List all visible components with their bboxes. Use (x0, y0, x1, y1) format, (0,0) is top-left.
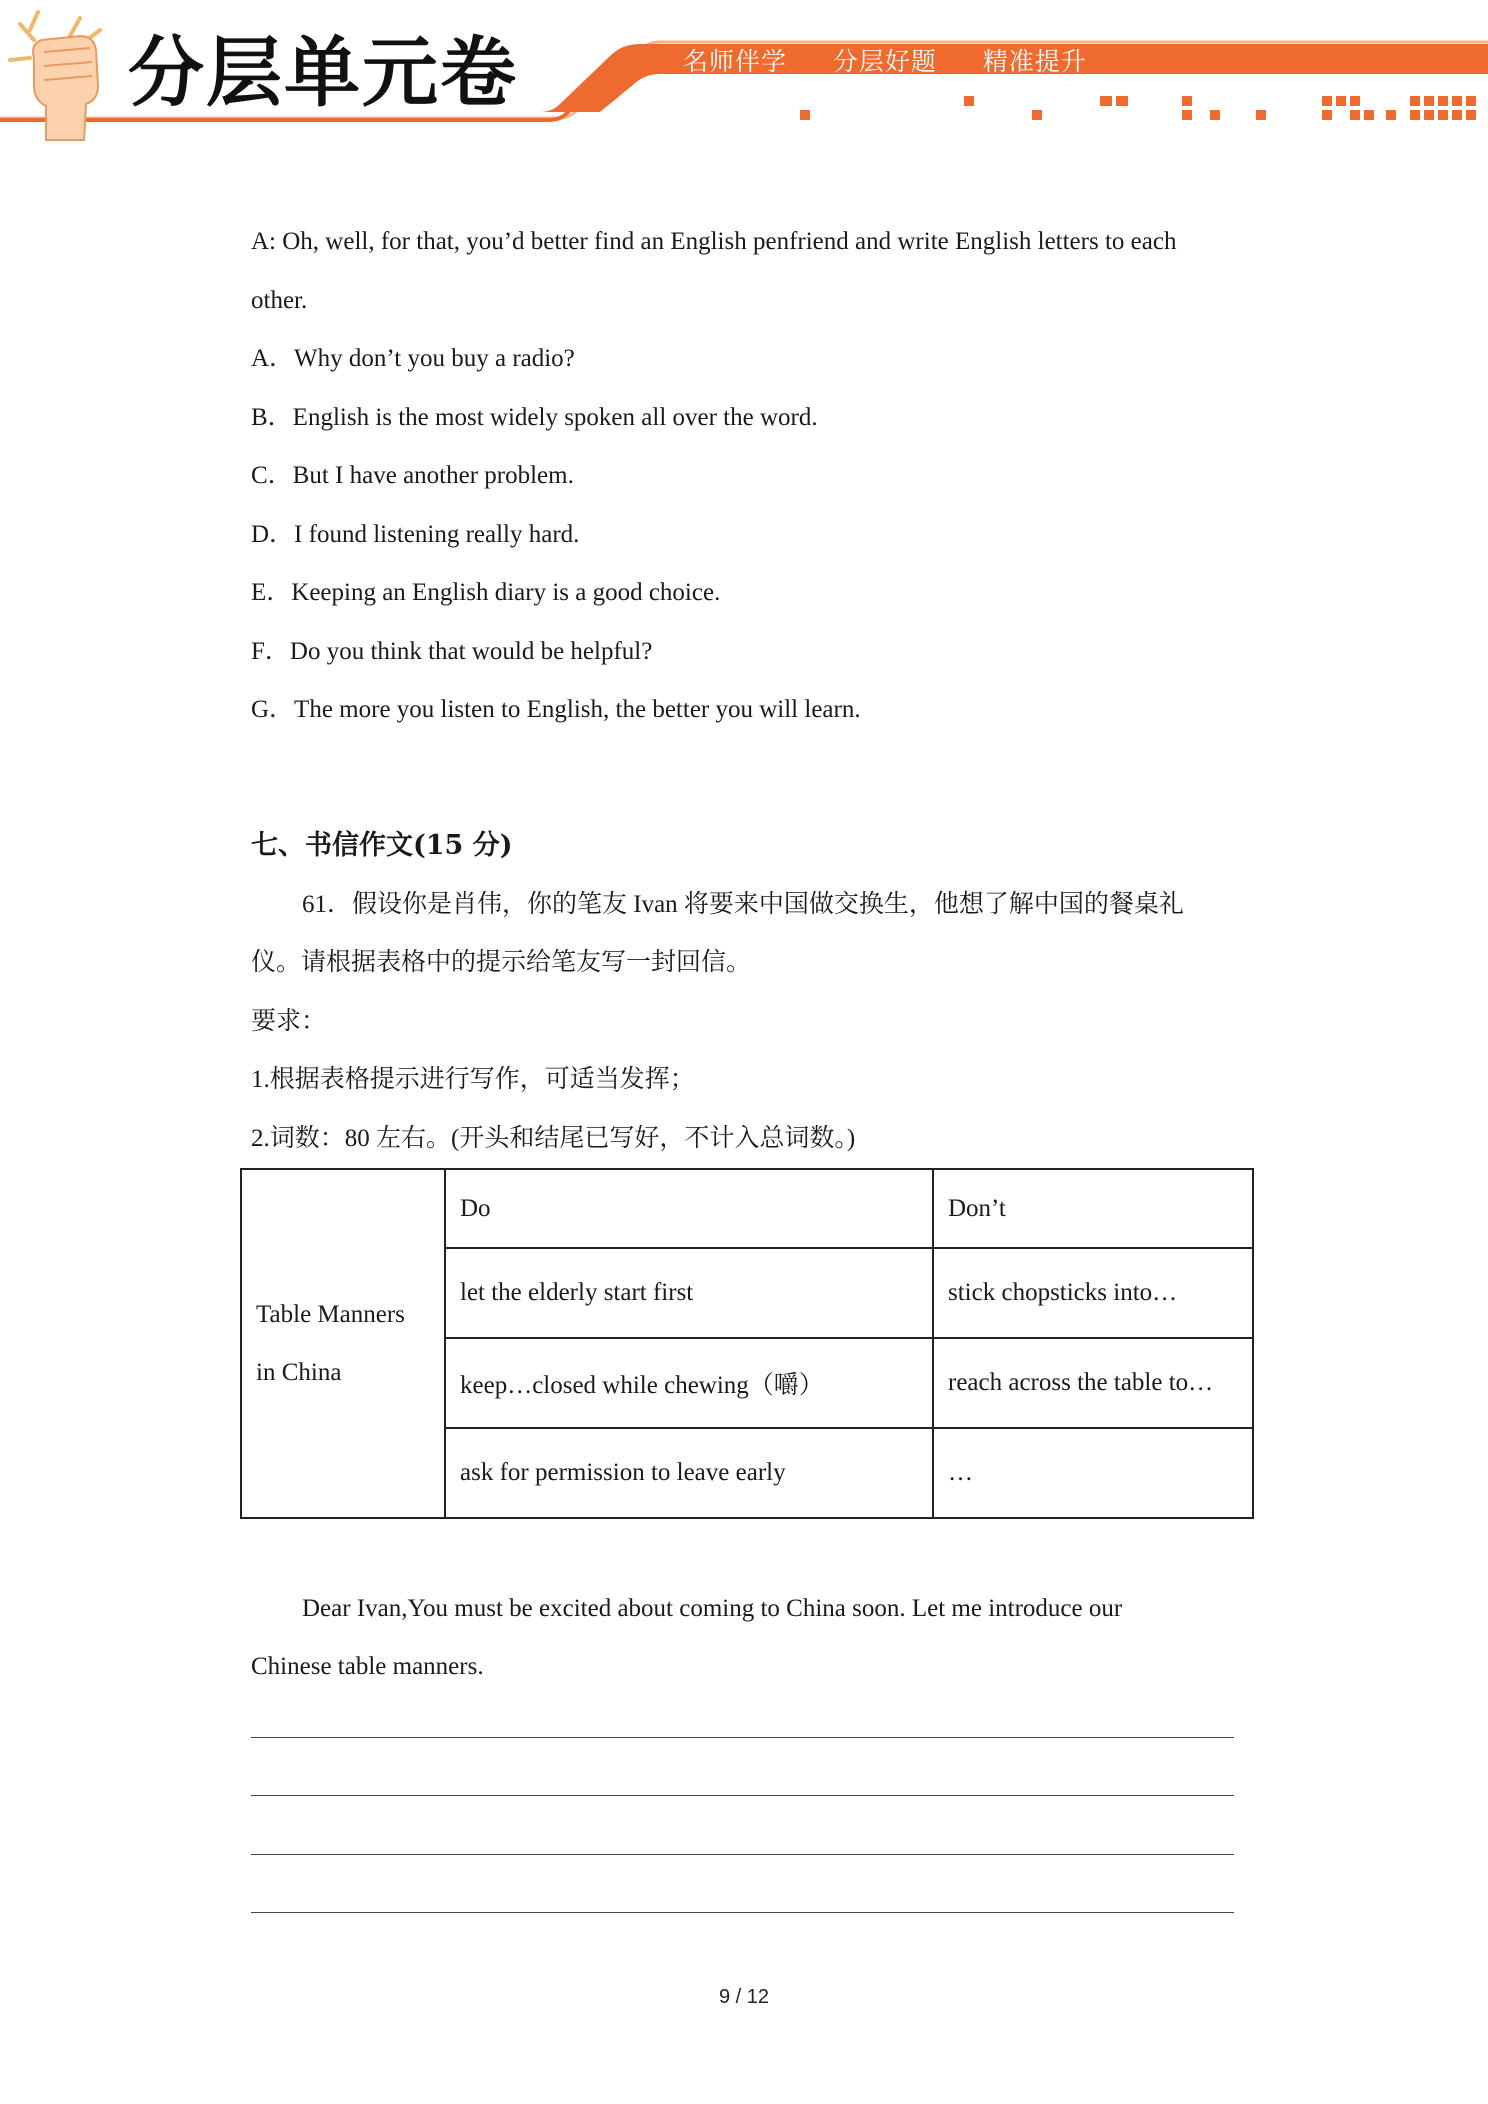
table-label-cell (241, 1169, 445, 1518)
option-b: B．English is the most widely spoken all over the word. (251, 404, 818, 431)
dialogue-line: other. (251, 287, 308, 314)
answer-line[interactable] (251, 1854, 1234, 1855)
do-cell: let the elderly start first (445, 1248, 933, 1338)
header-do-cell: Do (445, 1169, 933, 1248)
do-cell: keep…closed while chewing（嚼） (445, 1338, 933, 1428)
table-manners-table (240, 1168, 1254, 1519)
dont-cell: stick chopsticks into… (933, 1248, 1253, 1338)
dont-cell: … (933, 1428, 1253, 1518)
header-dont-cell: Don’t (933, 1169, 1253, 1248)
table-label-line: Table Manners (256, 1300, 405, 1328)
requirement-item: 1.根据表格提示进行写作，可适当发挥； (251, 1066, 695, 1093)
option-f: F．Do you think that would be helpful? (251, 638, 653, 665)
option-c: C．But I have another problem. (251, 462, 574, 489)
prompt-line: 仪。请根据表格中的提示给笔友写一封回信。 (251, 949, 752, 976)
decorative-squares (800, 96, 1476, 120)
dialogue-line: A: Oh, well, for that, you’d better find an English penfriend and write English letters to each (251, 228, 1177, 255)
answer-line[interactable] (251, 1912, 1234, 1913)
page-number: 9 / 12 (718, 1986, 770, 2008)
option-d: D．I found listening really hard. (251, 521, 580, 548)
page-header (0, 0, 1488, 150)
requirements-title: 要求： (251, 1008, 327, 1035)
option-g: G．The more you listen to English, the better you will learn. (251, 696, 861, 723)
prompt-line: 61．假设你是肖伟，你的笔友 Ivan 将要来中国做交换生，他想了解中国的餐桌礼 (302, 891, 1184, 918)
do-cell: ask for permission to leave early (445, 1428, 933, 1518)
answer-line[interactable] (251, 1795, 1234, 1796)
table-label-line: in China (256, 1358, 342, 1386)
dont-cell: reach across the table to… (933, 1338, 1253, 1428)
section-title: 七、书信作文(15 分) (251, 830, 513, 861)
answer-line[interactable] (251, 1737, 1234, 1738)
letter-opening: Chinese table manners. (251, 1653, 484, 1680)
option-e: E．Keeping an English diary is a good choice. (251, 579, 721, 606)
table-row (241, 1169, 1253, 1248)
letter-opening: Dear Ivan,You must be excited about coming to China soon. Let me introduce our (302, 1595, 1123, 1622)
header-slogan: 名师伴学 分层好题 精准提升 (683, 47, 1087, 76)
brand-title: 分层单元卷 (128, 28, 518, 117)
option-a: A．Why don’t you buy a radio? (251, 345, 575, 372)
requirement-item: 2.词数：80 左右。(开头和结尾已写好，不计入总词数。) (251, 1125, 856, 1152)
